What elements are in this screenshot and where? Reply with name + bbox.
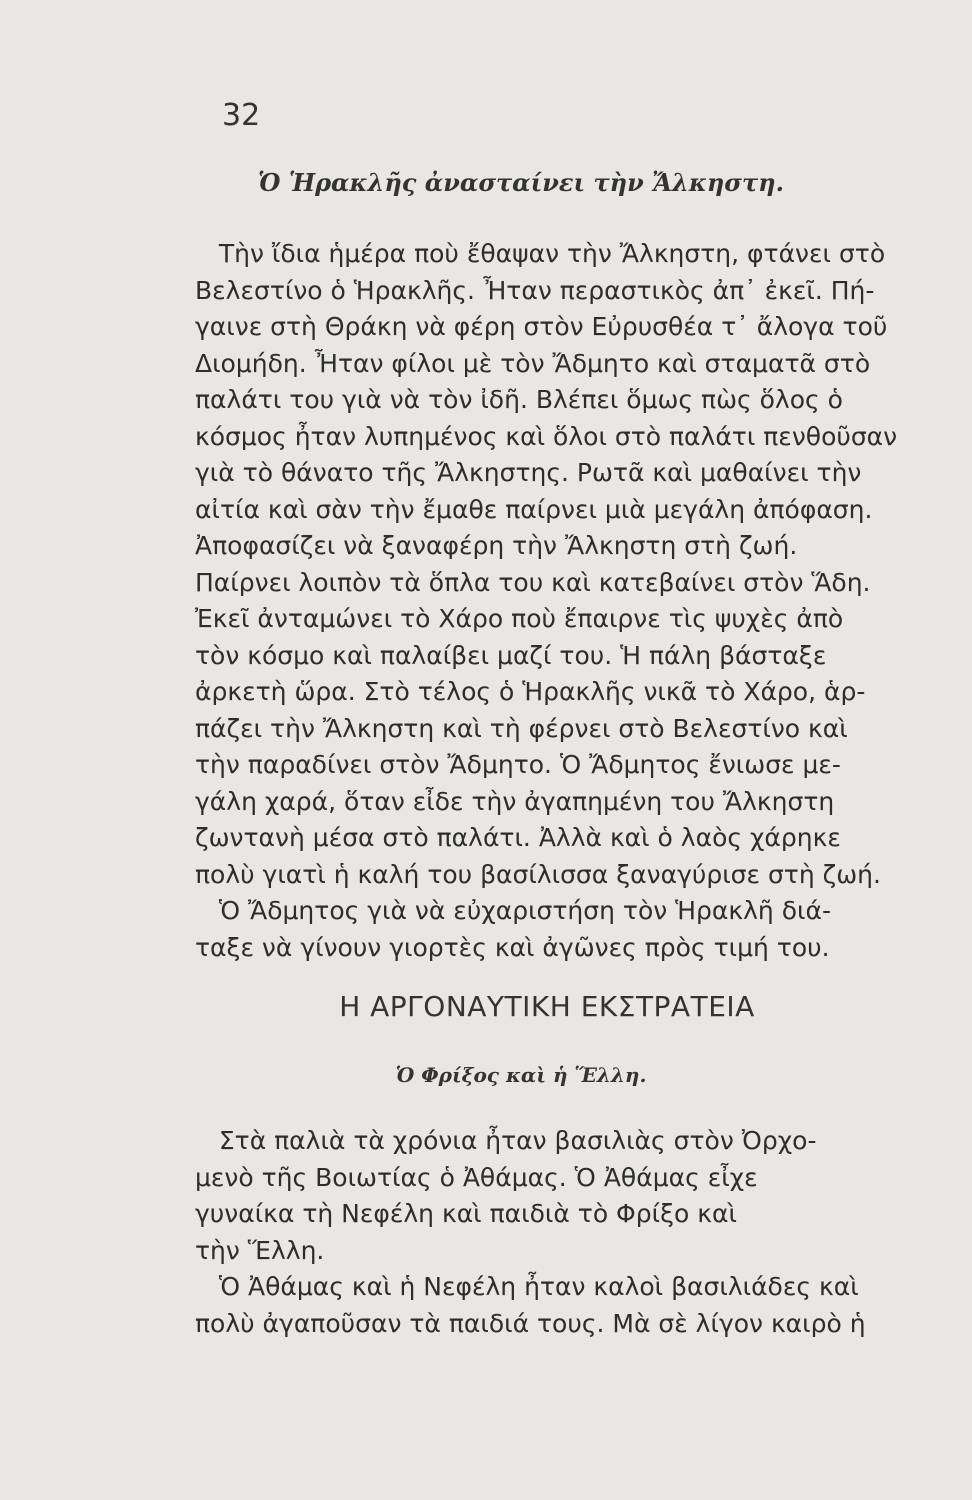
- text-line: Παίρνει λοιπὸν τὰ ὅπλα του καὶ κατεβαίνει στὸν Ἅδη.: [195, 567, 871, 597]
- text-line: Ὁ Ἄδμητος γιὰ νὰ εὐχαριστήση τὸν Ἡρακλῆ διά-: [195, 896, 831, 925]
- text-line: Βελεστίνο ὁ Ἡρακλῆς. Ἦταν περαστικὸς ἀπ᾽ ἐκεῖ. Πή-: [195, 275, 875, 305]
- text-line: γαινε στὴ Θράκη νὰ φέρη στὸν Εὐρυσθέα τ᾽ ἄλογα τοῦ: [195, 312, 888, 341]
- text-line: ζωντανὴ μέσα στὸ παλάτι. Ἀλλὰ καὶ ὁ λαὸς χάρηκε: [195, 823, 841, 852]
- text-line: τὴν Ἕλλη.: [195, 1235, 325, 1265]
- text-line: Ὁ Ἀθάμας καὶ ἡ Νεφέλη ἦταν καλοὶ βασιλιάδες καὶ: [195, 1272, 859, 1301]
- text-line: Ἐκεῖ ἀνταμώνει τὸ Χάρο ποὺ ἔπαιρνε τὶς ψυχὲς ἀπὸ: [195, 604, 844, 633]
- text-line: πολὺ ἀγαποῦσαν τὰ παιδιά τους. Μὰ σὲ λίγον καιρὸ ἡ: [195, 1308, 866, 1338]
- text-line: ταξε νὰ γίνουν γιορτὲς καὶ ἀγῶνες πρὸς τιμή του.: [195, 932, 830, 962]
- text-line: Ἀποφασίζει νὰ ξαναφέρη τὴν Ἄλκηστη στὴ ζωή.: [195, 531, 798, 560]
- text-line: τὴν παραδίνει στὸν Ἄδμητο. Ὁ Ἄδμητος ἔνιωσε με-: [195, 750, 841, 779]
- chapter-title: Η ΑΡΓΟΝΑΥΤΙΚΗ ΕΚΣΤΡΑΤΕΙΑ: [339, 990, 755, 1023]
- text-line: μενὸ τῆς Βοιωτίας ὁ Ἀθάμας. Ὁ Ἀθάμας εἶχε: [195, 1162, 758, 1192]
- text-line: γιὰ τὸ θάνατο τῆς Ἄλκηστης. Ρωτᾶ καὶ μαθαίνει τὴν: [195, 458, 862, 487]
- text-line: Τὴν ἴδια ἡμέρα ποὺ ἔθαψαν τὴν Ἄλκηστη, φτάνει στὸ: [195, 239, 886, 268]
- body-text-herakles: [195, 236, 950, 966]
- text-line: γάλη χαρά, ὅταν εἶδε τὴν ἀγαπημένη του Ἄλκηστη: [195, 786, 835, 816]
- text-line: Στὰ παλιὰ τὰ χρόνια ἦταν βασιλιὰς στὸν Ὀρχο-: [195, 1126, 817, 1155]
- section-heading-herakles: Ὁ Ἡρακλῆς ἀνασταίνει τὴν Ἄλκηστη.: [258, 168, 784, 197]
- text-line: παλάτι του γιὰ νὰ τὸν ἰδῆ. Βλέπει ὅμως πὼς ὅλος ὁ: [195, 385, 843, 414]
- text-line: κόσμος ἦταν λυπημένος καὶ ὅλοι στὸ παλάτι πενθοῦσαν: [195, 421, 898, 451]
- section-heading-phrixos: Ὁ Φρίξος καὶ ἡ Ἕλλη.: [395, 1063, 647, 1087]
- text-line: αἰτία καὶ σὰν τὴν ἔμαθε παίρνει μιὰ μεγάλη ἀπόφαση.: [195, 494, 873, 524]
- text-line: πολὺ γιατὶ ἡ καλή του βασίλισσα ξαναγύρισε στὴ ζωή.: [195, 859, 881, 889]
- text-line: πάζει τὴν Ἄλκηστη καὶ τὴ φέρνει στὸ Βελεστίνο καὶ: [195, 713, 848, 743]
- body-text-phrixos: [195, 1123, 950, 1342]
- page-number: 32: [222, 98, 261, 133]
- text-line: τὸν κόσμο καὶ παλαίβει μαζί του. Ἡ πάλη βάσταξε: [195, 640, 827, 670]
- text-line: ἀρκετὴ ὥρα. Στὸ τέλος ὁ Ἡρακλῆς νικᾶ τὸ Χάρο, ἁρ-: [195, 677, 866, 706]
- text-line: γυναίκα τὴ Νεφέλη καὶ παιδιὰ τὸ Φρίξο καὶ: [195, 1199, 737, 1228]
- text-line: Διομήδη. Ἦταν φίλοι μὲ τὸν Ἄδμητο καὶ σταματᾶ στὸ: [195, 348, 871, 378]
